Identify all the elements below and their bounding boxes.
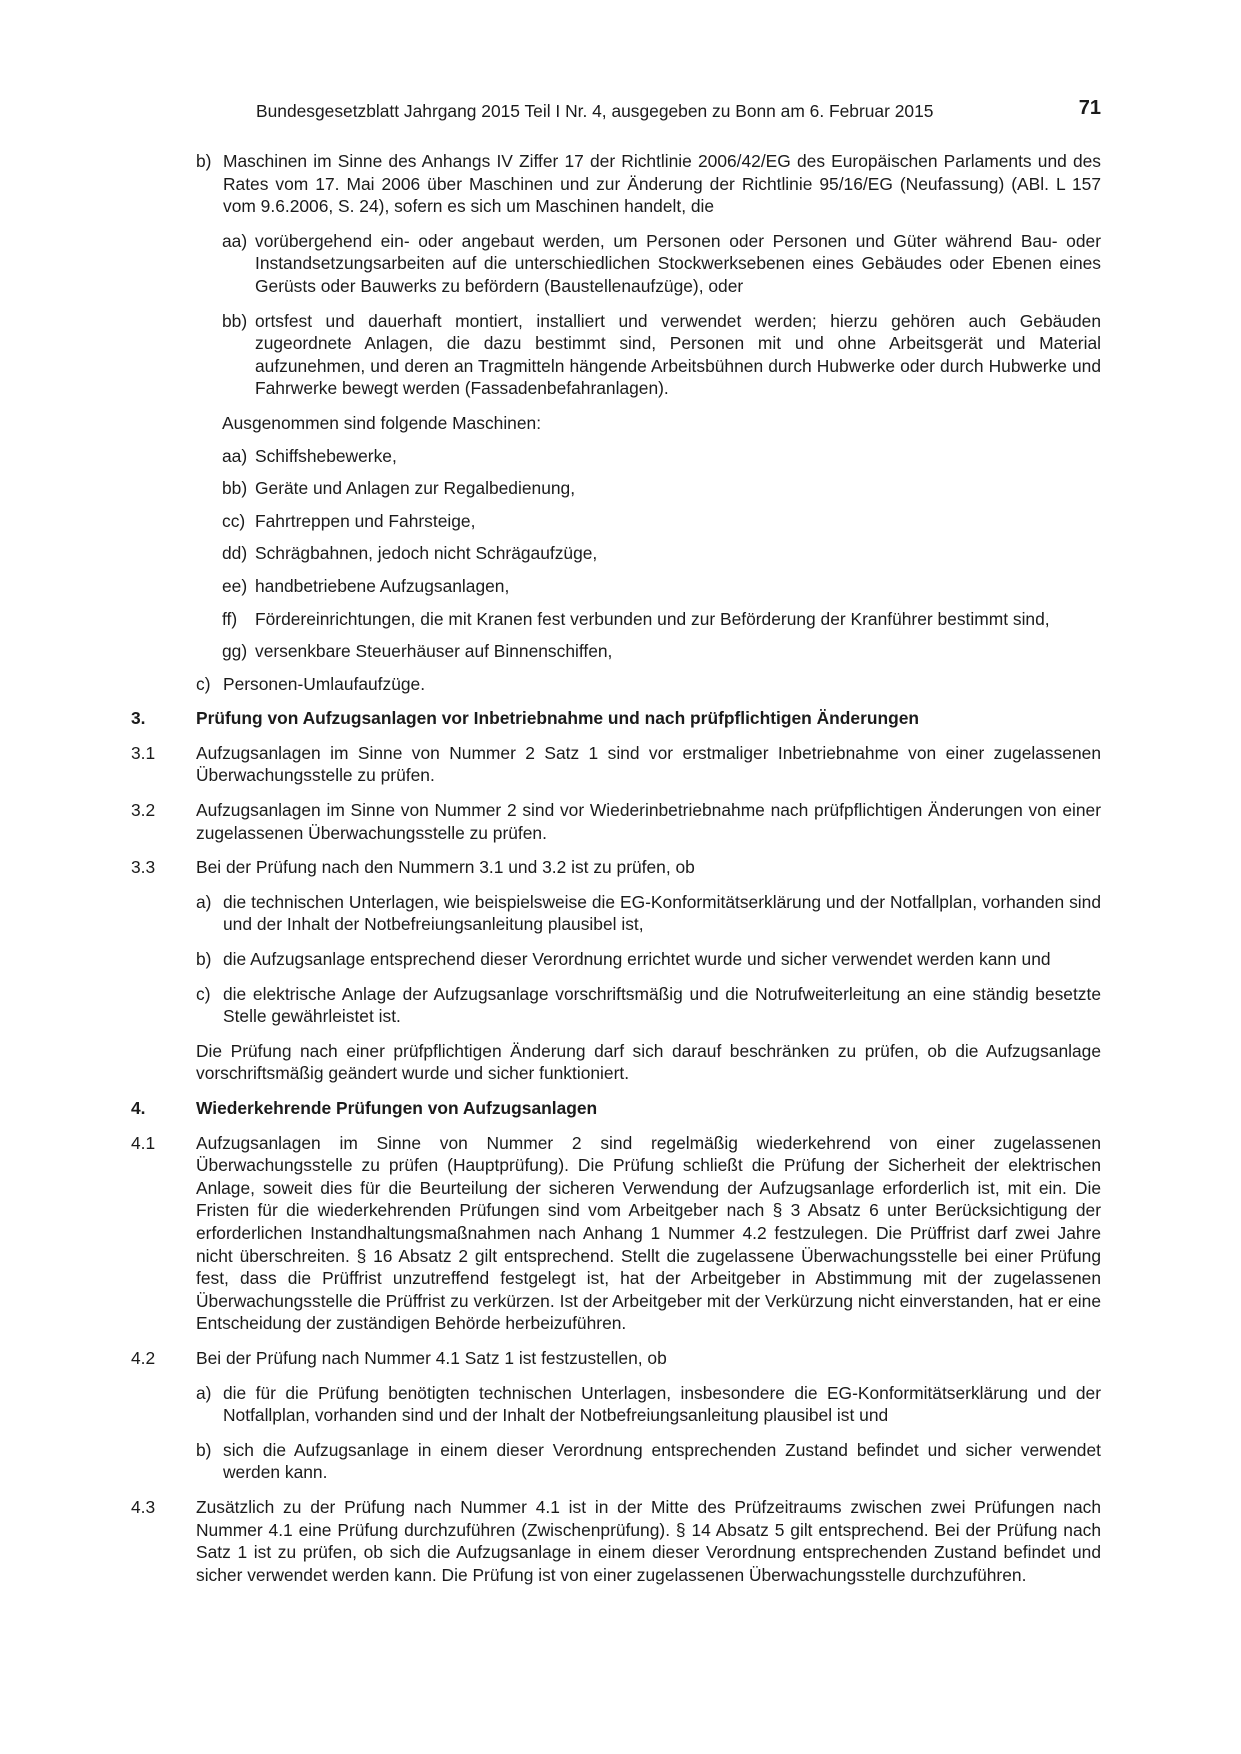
section-text: Aufzugsanlagen im Sinne von Nummer 2 Satz 1 sind vor erstmaliger Inbetriebnahme von einer zugelassenen Überwachungsstelle zu prüfen. <box>196 742 1101 786</box>
item-label: cc) <box>222 510 246 531</box>
section-title: Prüfung von Aufzugsanlagen vor Inbetriebnahme und nach prüfpflichtigen Änderungen <box>196 708 920 729</box>
item-label: dd) <box>222 543 248 564</box>
item-label: a) <box>196 1382 212 1403</box>
item-text: ortsfest und dauerhaft montiert, installiert und verwendet werden; hierzu gehören auch Gebäuden zugeordnete Anlagen, die dazu bestimmt sind, Personen mit und ohne Arbeitsgerät und Material aufzunehmen, und deren an Tragmitteln hängende Arbeitsbühnen durch Hubwerke oder durch Hubwerke und Fahrwerke bewegt werden (Fassadenbefahranlagen). <box>255 310 1101 399</box>
item-text: die Aufzugsanlage entsprechend dieser Verordnung errichtet wurde und sicher verwendet werden kann und <box>223 949 1051 970</box>
section-3-heading <box>131 707 1101 730</box>
item-text: sich die Aufzugsanlage in einem dieser Verordnung entsprechenden Zustand befindet und sicher verwendet werden kann. <box>223 1439 1101 1483</box>
item-text: die für die Prüfung benötigten technischen Unterlagen, insbesondere die EG-Konformitätserklärung und der Notfallplan, vorhanden sind und der Inhalt der Notbefreiungsanleitung plausibel ist und <box>223 1382 1101 1426</box>
list-item <box>196 948 1101 971</box>
section-4-heading <box>131 1097 1101 1120</box>
list-item <box>222 542 1101 565</box>
list-item <box>222 445 1101 468</box>
section-3-2 <box>131 799 1101 844</box>
item-label: bb) <box>222 478 248 499</box>
item-text: vorübergehend ein- oder angebaut werden, um Personen oder Personen und Güter während Bau- oder Instandsetzungsarbeiten auf die unterschiedlichen Stockwerksebenen eines Gebäudes oder Ebenen eines Gerüsts oder Bauwerks zu befördern (Baustellenaufzüge), oder <box>255 230 1101 296</box>
header-title: Bundesgesetzblatt Jahrgang 2015 Teil I Nr. 4, ausgegeben zu Bonn am 6. Februar 2015 <box>256 101 934 121</box>
item-label: c) <box>196 673 211 694</box>
list-item <box>196 891 1101 936</box>
item-b-paragraph <box>196 150 1101 218</box>
item-text: Fördereinrichtungen, die mit Kranen fest verbunden und zur Beförderung der Kranführer bestimmt sind, <box>255 608 1050 629</box>
section-3-1 <box>131 742 1101 787</box>
item-label: ff) <box>222 608 238 629</box>
list-item <box>222 310 1101 400</box>
item-text: Maschinen im Sinne des Anhangs IV Ziffer 17 der Richtlinie 2006/42/EG des Europäischen Parlaments und des Rates vom 17. Mai 2006 über Maschinen und zur Änderung der Richtlinie 95/16/EG (Neufassung) (ABl. L 157 vom 9.6.2006, S. 24), sofern es sich um Maschinen handelt, die <box>223 151 1101 217</box>
section-4-2 <box>131 1347 1101 1370</box>
list-item <box>222 510 1101 533</box>
list-item <box>222 575 1101 598</box>
item-label: ee) <box>222 575 248 596</box>
section-title: Wiederkehrende Prüfungen von Aufzugsanlagen <box>196 1098 598 1118</box>
list-item <box>196 1382 1101 1427</box>
item-label: aa) <box>222 230 248 251</box>
section-text: Bei der Prüfung nach Nummer 4.1 Satz 1 ist festzustellen, ob <box>196 1347 667 1368</box>
item-text: Personen-Umlaufaufzüge. <box>223 673 426 694</box>
item-text: versenkbare Steuerhäuser auf Binnenschiffen, <box>255 641 613 662</box>
section-number: 3.3 <box>131 857 156 878</box>
item-label: a) <box>196 891 212 912</box>
list-item <box>196 983 1101 1028</box>
page-number: 71 <box>1078 97 1101 119</box>
item-label: b) <box>196 949 212 970</box>
list-item <box>222 230 1101 298</box>
item-label: c) <box>196 983 211 1004</box>
item-label: b) <box>196 151 212 171</box>
section-number: 4.2 <box>131 1347 156 1368</box>
section-number: 4. <box>131 1098 146 1118</box>
section-text: Aufzugsanlagen im Sinne von Nummer 2 sind regelmäßig wiederkehrend von einer zugelassenen Überwachungsstelle zu prüfen (Hauptprüfung). Die Prüfung schließt die Prüfung der Sicherheit der elektrischen Anlage, soweit dies für die Beurteilung der sicheren Verwendung der Aufzugsanlage erforderlich ist, mit ein. Die Fristen für die wiederkehrenden Prüfungen sind vom Arbeitgeber nach § 3 Absatz 6 unter Berücksichtigung der erforderlichen Instandhaltungsmaßnahmen nach Anhang 1 Nummer 4.2 festzulegen. Die Prüffrist darf zwei Jahre nicht überschreiten. § 16 Absatz 2 gilt entsprechend. Stellt die zugelassene Überwachungsstelle bei einer Prüfung fest, dass die Prüffrist unzutreffend festgelegt ist, hat der Arbeitgeber in Abstimmung mit der zugelassenen Überwachungsstelle die Prüffrist zu verkürzen. Ist der Arbeitgeber mit der Verkürzung nicht einverstanden, hat er eine Entscheidung der zuständigen Behörde herbeizuführen. <box>196 1132 1101 1334</box>
section-4-2-list <box>196 1382 1101 1484</box>
section-number: 4.1 <box>131 1132 156 1153</box>
item-b <box>196 150 1101 695</box>
section-3-3-closing: Die Prüfung nach einer prüfpflichtigen Änderung darf sich darauf beschränken zu prüfen, ob die Aufzugsanlage vorschriftsmäßig geändert wurde und sicher funktioniert. <box>196 1040 1101 1084</box>
list-item <box>196 1439 1101 1484</box>
item-text: Schrägbahnen, jedoch nicht Schrägaufzüge, <box>255 543 598 564</box>
section-number: 3. <box>131 708 146 729</box>
item-text: Fahrtreppen und Fahrsteige, <box>255 510 476 531</box>
section-text: Bei der Prüfung nach den Nummern 3.1 und 3.2 ist zu prüfen, ob <box>196 857 695 878</box>
section-number: 4.3 <box>131 1496 156 1517</box>
item-text: Schiffshebewerke, <box>255 445 397 466</box>
item-text: handbetriebene Aufzugsanlagen, <box>255 575 510 596</box>
section-3-3 <box>131 856 1101 879</box>
exceptions-intro: Ausgenommen sind folgende Maschinen: <box>222 412 542 433</box>
list-item <box>222 477 1101 500</box>
page-header <box>256 97 1101 123</box>
section-number: 3.1 <box>131 742 156 763</box>
list-item <box>222 608 1101 631</box>
item-text: Geräte und Anlagen zur Regalbedienung, <box>255 478 576 499</box>
item-label: bb) <box>222 310 248 331</box>
item-label: b) <box>196 1439 212 1460</box>
item-text: die elektrische Anlage der Aufzugsanlage vorschriftsmäßig und die Notrufweiterleitung an eine ständig besetzte Stelle gewährleistet ist. <box>223 983 1101 1027</box>
item-label: gg) <box>222 641 248 662</box>
item-label: aa) <box>222 445 248 466</box>
item-c <box>196 673 1101 696</box>
item-b-sublist <box>222 230 1101 663</box>
section-number: 3.2 <box>131 800 156 821</box>
section-text: Zusätzlich zu der Prüfung nach Nummer 4.1 ist in der Mitte des Prüfzeitraums zwischen zwei Prüfungen nach Nummer 4.1 eine Prüfung durchzuführen (Zwischenprüfung). § 14 Absatz 5 gilt entsprechend. Bei der Prüfung nach Satz 1 ist zu prüfen, ob sich die Aufzugsanlage in einem dieser Verordnung entsprechenden Zustand befindet und sicher verwendet werden kann. Die Prüfung ist von einer zugelassenen Überwachungsstelle durchzuführen. <box>196 1496 1101 1585</box>
section-text: Aufzugsanlagen im Sinne von Nummer 2 sind vor Wiederinbetriebnahme nach prüfpflichtigen Änderungen von einer zugelassenen Überwachungsstelle zu prüfen. <box>196 800 1101 843</box>
section-4-1 <box>131 1132 1101 1335</box>
section-3-3-list <box>196 891 1101 1085</box>
list-item <box>222 640 1101 663</box>
item-text: die technischen Unterlagen, wie beispielsweise die EG-Konformitätserklärung und der Notfallplan, vorhanden sind und der Inhalt der Notbefreiungsanleitung plausibel ist, <box>223 891 1101 935</box>
section-4-3 <box>131 1496 1101 1586</box>
document-body <box>131 150 1101 1586</box>
